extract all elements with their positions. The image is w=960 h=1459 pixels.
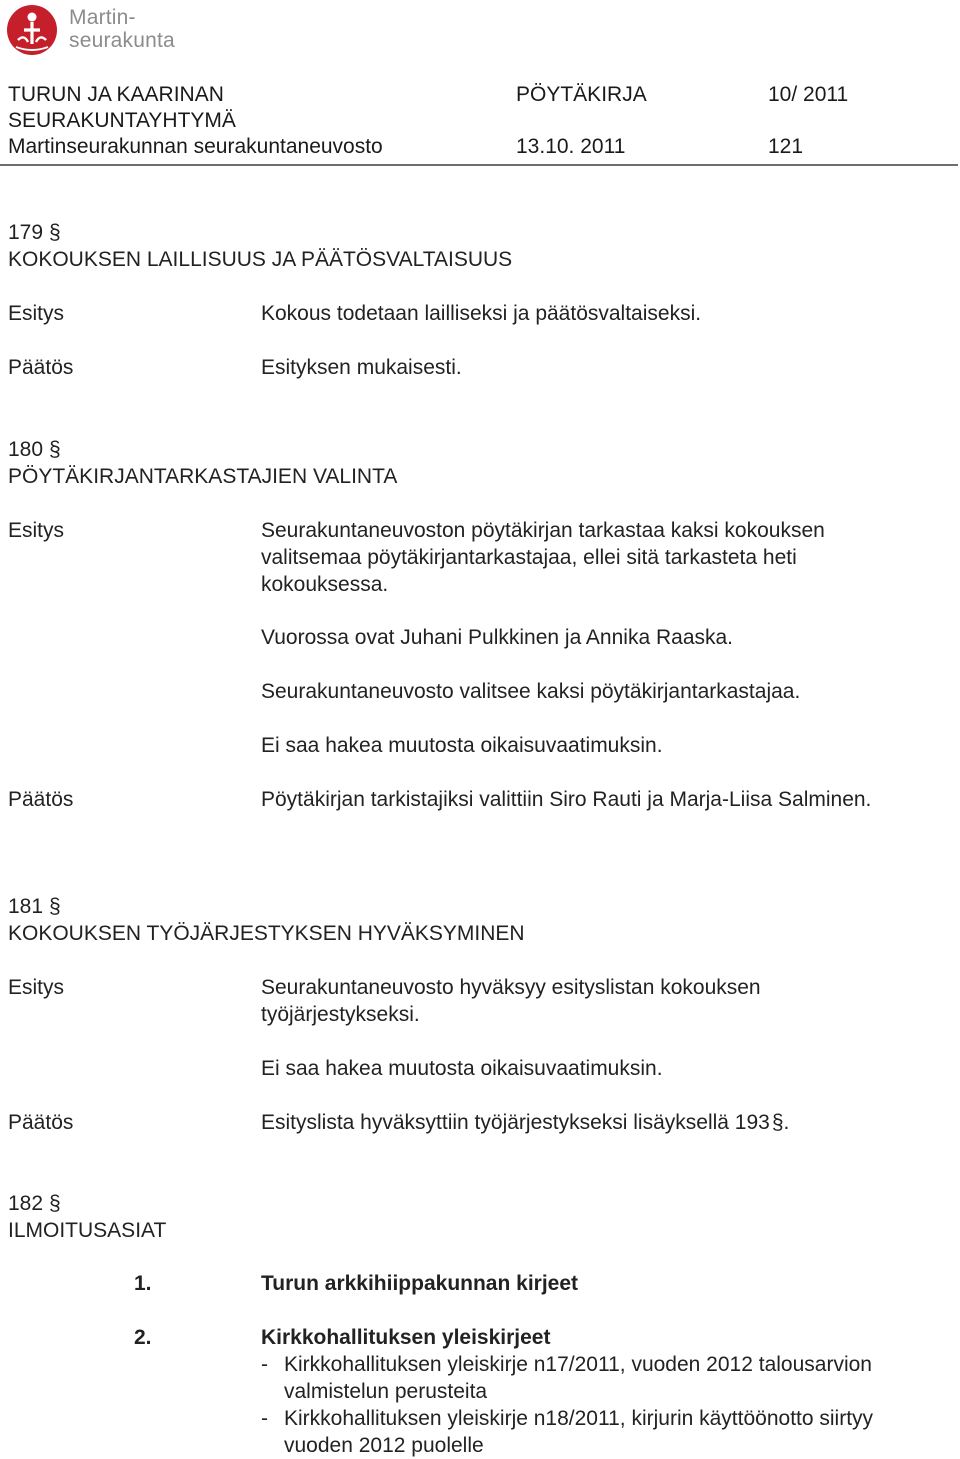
bullet-line: Kirkkohallituksen yleiskirje n18/2011, kirjurin käyttöönotto siirtyy xyxy=(284,1407,874,1430)
section-181-paatos-text: Esityslista hyväksyttiin työjärjestykseksi lisäyksellä 193§. xyxy=(261,1111,790,1134)
section-180-title: PÖYTÄKIRJANTARKASTAJIEN VALINTA xyxy=(8,465,398,488)
notice-item-title: Kirkkohallituksen yleiskirjeet xyxy=(261,1326,551,1349)
section-179-number: 179 § xyxy=(8,221,61,244)
logo-wordmark xyxy=(69,6,175,52)
document-number: 10/ 2011 xyxy=(768,83,849,106)
section-sign-icon: § xyxy=(49,895,61,918)
bullet-line: valmistelun perusteita xyxy=(284,1380,488,1403)
section-182-title: ILMOITUSASIAT xyxy=(8,1219,167,1242)
section-181-esitys-line: Seurakuntaneuvosto hyväksyy esityslistan kokouksen xyxy=(261,976,761,999)
martin-seurakunta-seal-icon xyxy=(6,4,60,56)
section-sign-icon: § xyxy=(771,1111,784,1134)
section-179-esitys-text: Kokous todetaan lailliseksi ja päätösvaltaiseksi. xyxy=(261,302,702,325)
section-180-paatos-label: Päätös xyxy=(8,788,74,811)
notice-item-title: Turun arkkihiippakunnan kirjeet xyxy=(261,1272,579,1295)
logo-line-1: Martin- xyxy=(69,6,136,29)
section-181-number: 181 § xyxy=(8,895,61,918)
section-181-title: KOKOUKSEN TYÖJÄRJESTYKSEN HYVÄKSYMINEN xyxy=(8,922,525,945)
logo-line-2: seurakunta xyxy=(69,29,175,52)
section-180-paatos-text: Pöytäkirjan tarkistajiksi valittiin Siro Rauti ja Marja-Liisa Salminen. xyxy=(261,788,872,811)
section-180-esitys-line: Vuorossa ovat Juhani Pulkkinen ja Annika Raaska. xyxy=(261,626,734,649)
notice-item-number: 1. xyxy=(134,1272,152,1295)
bullet-line: vuoden 2012 puolelle xyxy=(284,1434,484,1457)
section-sign-icon: § xyxy=(49,1192,61,1215)
header-divider xyxy=(0,164,958,166)
org-name-line-2: SEURAKUNTAYHTYMÄ xyxy=(8,109,236,132)
section-179-title: KOKOUKSEN LAILLISUUS JA PÄÄTÖSVALTAISUUS xyxy=(8,248,513,271)
page-number: 121 xyxy=(768,135,804,158)
section-182-number: 182 § xyxy=(8,1192,61,1215)
section-181-esitys-line: Ei saa hakea muutosta oikaisuvaatimuksin. xyxy=(261,1057,663,1080)
bullet-dash: - xyxy=(261,1407,268,1430)
section-sign-icon: § xyxy=(49,438,61,461)
section-180-esitys-line: kokouksessa. xyxy=(261,573,389,596)
governing-body: Martinseurakunnan seurakuntaneuvosto xyxy=(8,135,383,158)
section-181-paatos-label: Päätös xyxy=(8,1111,74,1134)
document-type: PÖYTÄKIRJA xyxy=(516,83,647,106)
section-180-esitys-line: valitsemaa pöytäkirjantarkastajaa, ellei sitä tarkasteta heti xyxy=(261,546,797,569)
section-180-esitys-line: Seurakuntaneuvosto valitsee kaksi pöytäkirjantarkastajaa. xyxy=(261,680,801,703)
section-179-paatos-text: Esityksen mukaisesti. xyxy=(261,356,462,379)
section-180-esitys-line: Seurakuntaneuvoston pöytäkirjan tarkastaa kaksi kokouksen xyxy=(261,519,825,542)
section-sign-icon: § xyxy=(49,221,61,244)
section-181-esitys-line: työjärjestykseksi. xyxy=(261,1003,420,1026)
meeting-date: 13.10. 2011 xyxy=(516,135,626,158)
bullet-line: Kirkkohallituksen yleiskirje n17/2011, vuoden 2012 talousarvion xyxy=(284,1353,872,1376)
section-180-esitys-line: Ei saa hakea muutosta oikaisuvaatimuksin. xyxy=(261,734,663,757)
notice-item-number: 2. xyxy=(134,1326,152,1349)
section-181-esitys-label: Esitys xyxy=(8,976,65,999)
section-179-paatos-label: Päätös xyxy=(8,356,74,379)
section-180-esitys-label: Esitys xyxy=(8,519,65,542)
bullet-dash: - xyxy=(261,1353,268,1376)
org-name-line-1: TURUN JA KAARINAN xyxy=(8,83,224,106)
section-179-esitys-label: Esitys xyxy=(8,302,65,325)
section-180-number: 180 § xyxy=(8,438,61,461)
logo xyxy=(6,4,206,56)
